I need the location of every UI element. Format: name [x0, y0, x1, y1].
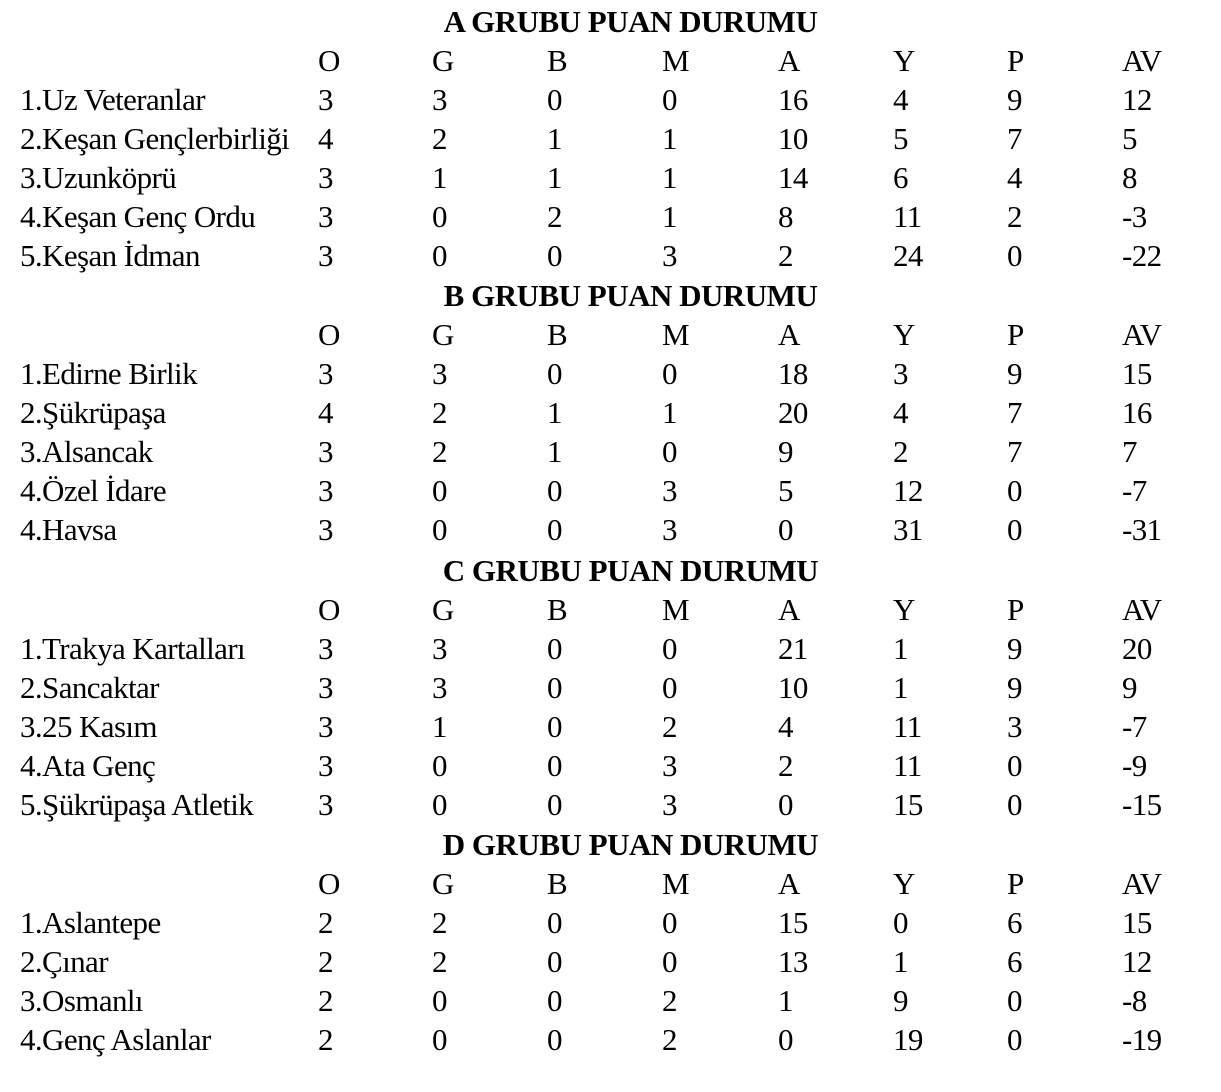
stat-o: 2	[318, 1022, 333, 1057]
stat-g: 2	[432, 434, 447, 469]
table-row	[0, 473, 1221, 509]
stat-av: -8	[1122, 983, 1147, 1018]
team-name: 3.Osmanlı	[20, 983, 143, 1018]
stat-a: 13	[778, 944, 808, 979]
stat-y: 4	[893, 82, 908, 117]
stat-a: 18	[778, 356, 808, 391]
column-header-av: AV	[1122, 317, 1162, 352]
stat-av: 16	[1122, 395, 1152, 430]
team-name: 2.Keşan Gençlerbirliği	[20, 121, 290, 156]
team-name: 1.Edirne Birlik	[20, 356, 197, 391]
column-header-y: Y	[893, 317, 915, 352]
group-title: A GRUBU PUAN DURUMU	[443, 4, 818, 39]
stat-b: 0	[547, 473, 562, 508]
stat-p: 7	[1007, 121, 1022, 156]
stat-av: 8	[1122, 160, 1137, 195]
stat-av: -9	[1122, 748, 1147, 783]
column-header-row	[0, 317, 1221, 353]
stat-o: 3	[318, 787, 333, 822]
stat-a: 1	[778, 983, 793, 1018]
stat-y: 2	[893, 434, 908, 469]
stat-b: 0	[547, 983, 562, 1018]
column-header-o: O	[318, 866, 340, 901]
column-header-g: G	[432, 43, 454, 78]
table-row	[0, 905, 1221, 941]
stat-a: 21	[778, 631, 808, 666]
stat-y: 5	[893, 121, 908, 156]
column-header-b: B	[547, 592, 568, 627]
stat-p: 0	[1007, 983, 1022, 1018]
column-header-av: AV	[1122, 43, 1162, 78]
table-row	[0, 121, 1221, 157]
column-header-b: B	[547, 866, 568, 901]
column-header-m: M	[662, 43, 689, 78]
stat-b: 0	[547, 787, 562, 822]
stat-m: 2	[662, 983, 677, 1018]
stat-av: 12	[1122, 82, 1152, 117]
team-name: 1.Trakya Kartalları	[20, 631, 246, 666]
stat-av: 15	[1122, 356, 1152, 391]
table-row	[0, 160, 1221, 196]
table-row	[0, 787, 1221, 823]
stat-p: 9	[1007, 670, 1022, 705]
stat-p: 0	[1007, 473, 1022, 508]
stat-b: 0	[547, 238, 562, 273]
column-header-m: M	[662, 317, 689, 352]
stat-o: 3	[318, 709, 333, 744]
stat-a: 0	[778, 512, 793, 547]
stat-g: 0	[432, 787, 447, 822]
stat-av: 5	[1122, 121, 1137, 156]
stat-p: 0	[1007, 787, 1022, 822]
stat-o: 3	[318, 631, 333, 666]
stat-o: 3	[318, 238, 333, 273]
stat-a: 5	[778, 473, 793, 508]
column-header-m: M	[662, 866, 689, 901]
stat-y: 11	[893, 748, 922, 783]
stat-o: 3	[318, 512, 333, 547]
stat-o: 4	[318, 121, 333, 156]
table-row	[0, 944, 1221, 980]
column-header-b: B	[547, 43, 568, 78]
column-header-g: G	[432, 866, 454, 901]
stat-b: 1	[547, 395, 562, 430]
table-row	[0, 670, 1221, 706]
stat-o: 3	[318, 199, 333, 234]
column-header-o: O	[318, 317, 340, 352]
stat-m: 1	[662, 121, 677, 156]
column-header-row	[0, 592, 1221, 628]
stat-b: 0	[547, 82, 562, 117]
table-row	[0, 434, 1221, 470]
table-row	[0, 512, 1221, 548]
stat-g: 3	[432, 82, 447, 117]
stat-o: 3	[318, 434, 333, 469]
stat-m: 0	[662, 905, 677, 940]
team-name: 4.Havsa	[20, 512, 117, 547]
stat-y: 1	[893, 670, 908, 705]
stat-g: 2	[432, 121, 447, 156]
stat-p: 2	[1007, 199, 1022, 234]
column-header-a: A	[778, 317, 800, 352]
stat-av: 15	[1122, 905, 1152, 940]
column-header-y: Y	[893, 43, 915, 78]
stat-av: 7	[1122, 434, 1137, 469]
column-header-p: P	[1007, 43, 1024, 78]
stat-g: 0	[432, 473, 447, 508]
team-name: 4.Keşan Genç Ordu	[20, 199, 256, 234]
stat-g: 1	[432, 709, 447, 744]
column-header-a: A	[778, 866, 800, 901]
stat-p: 0	[1007, 238, 1022, 273]
stat-a: 8	[778, 199, 793, 234]
stat-a: 10	[778, 670, 808, 705]
stat-y: 1	[893, 631, 908, 666]
stat-o: 2	[318, 983, 333, 1018]
stat-y: 4	[893, 395, 908, 430]
stat-a: 0	[778, 787, 793, 822]
stat-y: 9	[893, 983, 908, 1018]
stat-y: 19	[893, 1022, 923, 1057]
stat-p: 6	[1007, 944, 1022, 979]
stat-b: 2	[547, 199, 562, 234]
column-header-g: G	[432, 592, 454, 627]
team-name: 4.Genç Aslanlar	[20, 1022, 211, 1057]
column-header-p: P	[1007, 866, 1024, 901]
stat-y: 11	[893, 199, 922, 234]
stat-y: 11	[893, 709, 922, 744]
stat-m: 0	[662, 82, 677, 117]
stat-o: 2	[318, 905, 333, 940]
team-name: 3.Alsancak	[20, 434, 153, 469]
team-name: 2.Şükrüpaşa	[20, 395, 166, 430]
team-name: 2.Sancaktar	[20, 670, 159, 705]
stat-y: 0	[893, 905, 908, 940]
stat-g: 0	[432, 748, 447, 783]
stat-p: 9	[1007, 82, 1022, 117]
stat-p: 3	[1007, 709, 1022, 744]
stat-av: -31	[1122, 512, 1162, 547]
column-header-a: A	[778, 43, 800, 78]
stat-b: 0	[547, 670, 562, 705]
column-header-o: O	[318, 592, 340, 627]
team-name: 5.Keşan İdman	[20, 238, 200, 273]
stat-b: 0	[547, 944, 562, 979]
stat-av: -19	[1122, 1022, 1162, 1057]
group-title: D GRUBU PUAN DURUMU	[442, 827, 819, 862]
stat-a: 16	[778, 82, 808, 117]
stat-g: 3	[432, 356, 447, 391]
column-header-m: M	[662, 592, 689, 627]
table-row	[0, 631, 1221, 667]
table-row	[0, 82, 1221, 118]
column-header-b: B	[547, 317, 568, 352]
stat-o: 4	[318, 395, 333, 430]
group-title: B GRUBU PUAN DURUMU	[443, 278, 818, 313]
stat-y: 24	[893, 238, 923, 273]
stat-av: 12	[1122, 944, 1152, 979]
column-header-a: A	[778, 592, 800, 627]
table-row	[0, 356, 1221, 392]
column-header-p: P	[1007, 592, 1024, 627]
stat-o: 3	[318, 82, 333, 117]
stat-m: 3	[662, 238, 677, 273]
stat-a: 14	[778, 160, 808, 195]
team-name: 4.Ata Genç	[20, 748, 156, 783]
table-row	[0, 395, 1221, 431]
stat-b: 0	[547, 748, 562, 783]
table-row	[0, 1022, 1221, 1058]
stat-m: 0	[662, 356, 677, 391]
stat-b: 1	[547, 121, 562, 156]
stat-b: 0	[547, 631, 562, 666]
stat-g: 3	[432, 670, 447, 705]
stat-o: 2	[318, 944, 333, 979]
column-header-row	[0, 866, 1221, 902]
table-row	[0, 983, 1221, 1019]
stat-b: 0	[547, 512, 562, 547]
column-header-av: AV	[1122, 592, 1162, 627]
stat-p: 6	[1007, 905, 1022, 940]
stat-g: 1	[432, 160, 447, 195]
stat-g: 0	[432, 199, 447, 234]
stat-g: 2	[432, 905, 447, 940]
stat-m: 0	[662, 670, 677, 705]
stat-p: 7	[1007, 434, 1022, 469]
stat-b: 1	[547, 160, 562, 195]
team-name: 5.Şükrüpaşa Atletik	[20, 787, 254, 822]
stat-g: 3	[432, 631, 447, 666]
stat-av: 9	[1122, 670, 1137, 705]
team-name: 1.Aslantepe	[20, 905, 161, 940]
stat-av: -22	[1122, 238, 1162, 273]
stat-o: 3	[318, 356, 333, 391]
table-row	[0, 709, 1221, 745]
team-name: 1.Uz Veteranlar	[20, 82, 205, 117]
stat-m: 2	[662, 709, 677, 744]
stat-a: 10	[778, 121, 808, 156]
stat-p: 7	[1007, 395, 1022, 430]
stat-m: 0	[662, 944, 677, 979]
stat-m: 0	[662, 631, 677, 666]
stat-av: -7	[1122, 709, 1147, 744]
stat-p: 9	[1007, 631, 1022, 666]
stat-o: 3	[318, 160, 333, 195]
stat-g: 0	[432, 983, 447, 1018]
stat-y: 6	[893, 160, 908, 195]
stat-a: 20	[778, 395, 808, 430]
stat-g: 2	[432, 395, 447, 430]
stat-m: 1	[662, 199, 677, 234]
stat-a: 4	[778, 709, 793, 744]
stat-b: 0	[547, 709, 562, 744]
stat-m: 3	[662, 787, 677, 822]
stat-p: 0	[1007, 1022, 1022, 1057]
stat-a: 15	[778, 905, 808, 940]
stat-y: 15	[893, 787, 923, 822]
stat-a: 2	[778, 748, 793, 783]
stat-av: -15	[1122, 787, 1162, 822]
column-header-p: P	[1007, 317, 1024, 352]
stat-p: 4	[1007, 160, 1022, 195]
stat-p: 0	[1007, 748, 1022, 783]
stat-m: 2	[662, 1022, 677, 1057]
column-header-y: Y	[893, 592, 915, 627]
stat-m: 3	[662, 512, 677, 547]
stat-m: 0	[662, 434, 677, 469]
stat-o: 3	[318, 748, 333, 783]
stat-av: -7	[1122, 473, 1147, 508]
stat-o: 3	[318, 473, 333, 508]
team-name: 4.Özel İdare	[20, 473, 166, 508]
stat-m: 1	[662, 160, 677, 195]
stat-y: 12	[893, 473, 923, 508]
stat-a: 2	[778, 238, 793, 273]
group-title: C GRUBU PUAN DURUMU	[442, 553, 819, 588]
column-header-av: AV	[1122, 866, 1162, 901]
column-header-row	[0, 43, 1221, 79]
stat-m: 3	[662, 473, 677, 508]
stat-y: 1	[893, 944, 908, 979]
column-header-o: O	[318, 43, 340, 78]
stat-b: 1	[547, 434, 562, 469]
table-row	[0, 238, 1221, 274]
stat-y: 3	[893, 356, 908, 391]
stat-b: 0	[547, 356, 562, 391]
column-header-y: Y	[893, 866, 915, 901]
stat-b: 0	[547, 1022, 562, 1057]
stat-m: 1	[662, 395, 677, 430]
stat-a: 9	[778, 434, 793, 469]
stat-av: 20	[1122, 631, 1152, 666]
team-name: 3.25 Kasım	[20, 709, 157, 744]
stat-g: 0	[432, 512, 447, 547]
stat-o: 3	[318, 670, 333, 705]
stat-b: 0	[547, 905, 562, 940]
table-row	[0, 199, 1221, 235]
column-header-g: G	[432, 317, 454, 352]
stat-g: 0	[432, 1022, 447, 1057]
team-name: 2.Çınar	[20, 944, 108, 979]
stat-g: 0	[432, 238, 447, 273]
stat-p: 9	[1007, 356, 1022, 391]
stat-g: 2	[432, 944, 447, 979]
stat-a: 0	[778, 1022, 793, 1057]
stat-p: 0	[1007, 512, 1022, 547]
stat-y: 31	[893, 512, 923, 547]
stat-av: -3	[1122, 199, 1147, 234]
table-row	[0, 748, 1221, 784]
stat-m: 3	[662, 748, 677, 783]
team-name: 3.Uzunköprü	[20, 160, 177, 195]
